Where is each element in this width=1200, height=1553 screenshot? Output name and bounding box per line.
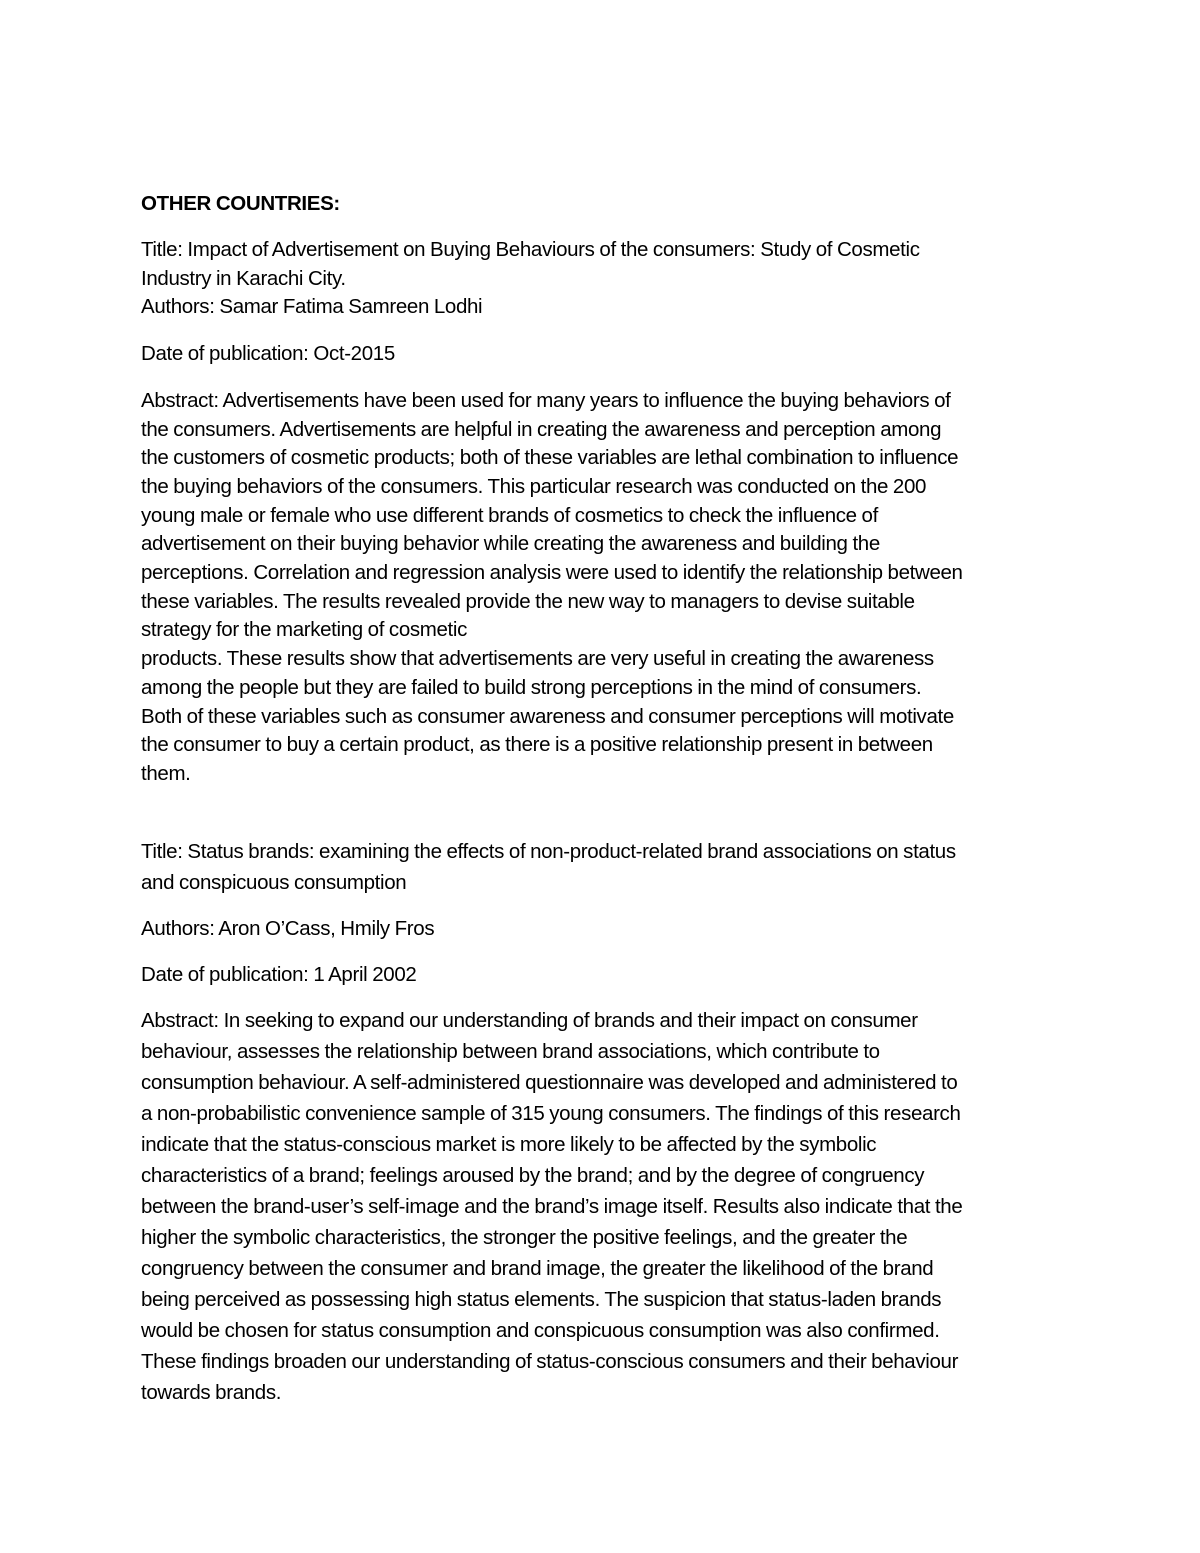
paper2-authors: Authors: Aron O’Cass, Hmily Fros xyxy=(141,916,435,940)
abstract-line: the customers of cosmetic products; both of these variables are lethal combination to influence xyxy=(141,446,959,470)
paper2-abstract xyxy=(141,1005,1066,1408)
document-page xyxy=(141,190,1066,1408)
abstract-line: congruency between the consumer and brand image, the greater the likelihood of the brand xyxy=(141,1256,934,1280)
abstract-line: perceptions. Correlation and regression analysis were used to identify the relationship between xyxy=(141,561,963,585)
abstract-line: these variables. The results revealed provide the new way to managers to devise suitable xyxy=(141,589,915,613)
paper1-authors: Authors: Samar Fatima Samreen Lodhi xyxy=(141,295,483,319)
section-heading: OTHER COUNTRIES: xyxy=(141,192,340,215)
abstract-line: consumption behaviour. A self-administered questionnaire was developed and administered to xyxy=(141,1070,958,1094)
abstract-line: the buying behaviors of the consumers. This particular research was conducted on the 200 xyxy=(141,474,927,498)
abstract-line: behaviour, assesses the relationship between brand associations, which contribute to xyxy=(141,1039,880,1063)
paper1-abstract xyxy=(141,387,1066,789)
abstract-line: products. These results show that advertisements are very useful in creating the awareness xyxy=(141,647,934,671)
abstract-line: indicate that the status-conscious market is more likely to be affected by the symbolic xyxy=(141,1132,877,1156)
paper1-title xyxy=(141,236,1066,293)
abstract-line: among the people but they are failed to build strong perceptions in the mind of consumers. xyxy=(141,675,922,699)
abstract-line: characteristics of a brand; feelings aroused by the brand; and by the degree of congruency xyxy=(141,1163,925,1187)
abstract-line: them. xyxy=(141,761,191,785)
abstract-line: towards brands. xyxy=(141,1380,282,1404)
abstract-line: the consumers. Advertisements are helpful in creating the awareness and perception among xyxy=(141,417,942,441)
abstract-line: a non-probabilistic convenience sample of 315 young consumers. The findings of this research xyxy=(141,1101,961,1125)
abstract-line: strategy for the marketing of cosmetic xyxy=(141,618,468,642)
abstract-line: higher the symbolic characteristics, the stronger the positive feelings, and the greater the xyxy=(141,1225,908,1249)
abstract-line: being perceived as possessing high status elements. The suspicion that status-laden brands xyxy=(141,1287,942,1311)
abstract-line: would be chosen for status consumption and conspicuous consumption was also confirmed. xyxy=(141,1318,940,1342)
abstract-line: between the brand-user’s self-image and the brand’s image itself. Results also indicate that the xyxy=(141,1194,963,1218)
abstract-line: young male or female who use different brands of cosmetics to check the influence of xyxy=(141,503,878,527)
paper2-title-line: Title: Status brands: examining the effects of non-product-related brand associations on status xyxy=(141,839,956,863)
abstract-line: the consumer to buy a certain product, as there is a positive relationship present in between xyxy=(141,733,933,757)
abstract-line: Both of these variables such as consumer awareness and consumer perceptions will motivate xyxy=(141,704,954,728)
paper2-title xyxy=(141,836,1066,898)
paper1-title-line: Industry in Karachi City. xyxy=(141,266,346,290)
abstract-line: advertisement on their buying behavior while creating the awareness and building the xyxy=(141,532,880,556)
paper2-date: Date of publication: 1 April 2002 xyxy=(141,962,417,986)
paper1-date: Date of publication: Oct-2015 xyxy=(141,342,395,366)
abstract-line: Abstract: Advertisements have been used for many years to influence the buying behaviors of xyxy=(141,388,951,412)
paper1-title-line: Title: Impact of Advertisement on Buying Behaviours of the consumers: Study of Cosmetic xyxy=(141,238,920,261)
paper2-title-line: and conspicuous consumption xyxy=(141,870,407,894)
abstract-line: Abstract: In seeking to expand our understanding of brands and their impact on consumer xyxy=(141,1008,918,1032)
abstract-line: These findings broaden our understanding of status-conscious consumers and their behaviour xyxy=(141,1349,959,1373)
